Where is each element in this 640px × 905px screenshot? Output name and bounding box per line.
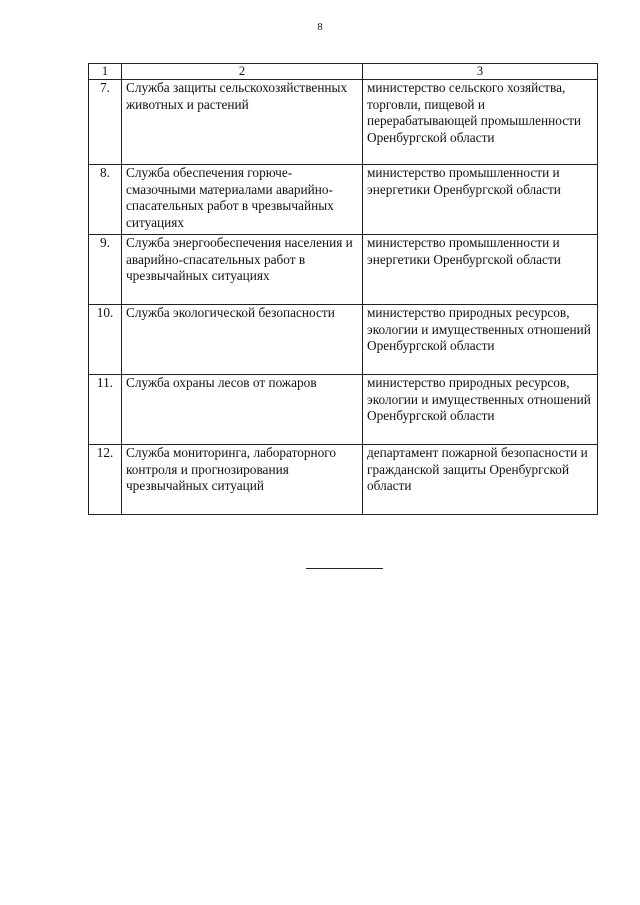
table-header-row (89, 64, 598, 80)
service-name: Служба защиты сельскохозяйственных животных и растений (122, 80, 363, 165)
service-name: Служба обеспечения горюче-смазочными материалами аварийно-спасательных работ в чрезвычайных ситуациях (122, 165, 363, 235)
row-number: 11. (89, 375, 122, 445)
row-number: 7. (89, 80, 122, 165)
service-name: Служба охраны лесов от пожаров (122, 375, 363, 445)
table-row (89, 375, 598, 445)
table-row (89, 235, 598, 305)
service-name: Служба энергообеспечения населения и аварийно-спасательных работ в чрезвычайных ситуациях (122, 235, 363, 305)
column-header-service: 2 (122, 64, 363, 80)
responsible-ministry: министерство природных ресурсов, экологии и имущественных отношений Оренбургской области (363, 375, 598, 445)
responsible-ministry: министерство сельского хозяйства, торговли, пищевой и перерабатывающей промышленности Оренбургской области (363, 80, 598, 165)
column-header-ministry: 3 (363, 64, 598, 80)
responsible-ministry: министерство промышленности и энергетики Оренбургской области (363, 235, 598, 305)
table-row (89, 445, 598, 515)
table-row (89, 165, 598, 235)
service-name: Служба мониторинга, лабораторного контроля и прогнозирования чрезвычайных ситуаций (122, 445, 363, 515)
table-row (89, 80, 598, 165)
closing-rule-line (306, 568, 383, 569)
column-header-number: 1 (89, 64, 122, 80)
services-table (88, 63, 598, 515)
responsible-ministry: министерство промышленности и энергетики Оренбургской области (363, 165, 598, 235)
service-name: Служба экологической безопасности (122, 305, 363, 375)
row-number: 12. (89, 445, 122, 515)
table-row (89, 305, 598, 375)
responsible-ministry: министерство природных ресурсов, экологии и имущественных отношений Оренбургской области (363, 305, 598, 375)
page-number: 8 (317, 22, 323, 33)
row-number: 8. (89, 165, 122, 235)
row-number: 9. (89, 235, 122, 305)
row-number: 10. (89, 305, 122, 375)
responsible-ministry: департамент пожарной безопасности и гражданской защиты Оренбургской области (363, 445, 598, 515)
